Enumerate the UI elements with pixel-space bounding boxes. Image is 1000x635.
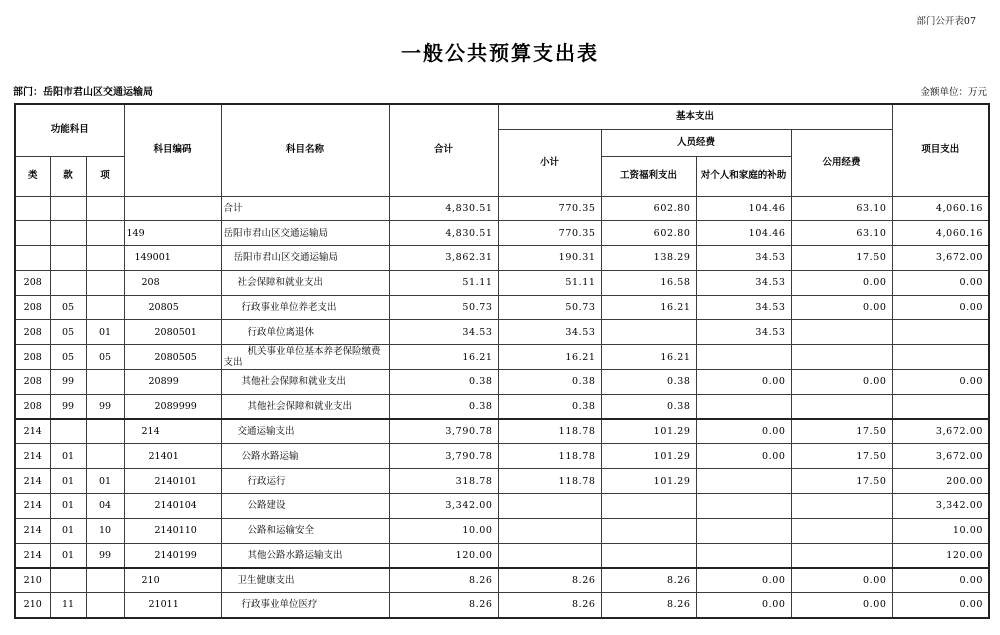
cell-subtotal <box>498 494 601 519</box>
cell-total: 0.38 <box>389 370 498 395</box>
cell-family <box>696 494 791 519</box>
cell-class: 210 <box>15 593 50 618</box>
cell-wages <box>601 494 696 519</box>
cell-family: 34.53 <box>696 270 791 295</box>
cell-subtotal: 0.38 <box>498 394 601 419</box>
cell-wages: 16.21 <box>601 345 696 370</box>
cell-public <box>791 320 892 345</box>
cell-code: 2140101 <box>124 469 221 494</box>
cell-class: 214 <box>15 419 50 444</box>
cell-section: 99 <box>50 370 86 395</box>
cell-project: 120.00 <box>892 543 989 568</box>
header-item: 项 <box>86 156 124 196</box>
cell-wages: 101.29 <box>601 419 696 444</box>
cell-name: 卫生健康支出 <box>221 568 389 593</box>
cell-public <box>791 518 892 543</box>
amount-unit-label: 金额单位：万元 <box>920 87 987 98</box>
cell-subtotal: 190.31 <box>498 246 601 271</box>
header-total: 合计 <box>389 104 498 196</box>
cell-section <box>50 196 86 221</box>
header-class: 类 <box>15 156 50 196</box>
table-row <box>15 568 989 593</box>
cell-subtotal: 16.21 <box>498 345 601 370</box>
cell-public: 63.10 <box>791 221 892 246</box>
cell-project: 200.00 <box>892 469 989 494</box>
cell-item <box>86 568 124 593</box>
cell-total: 0.38 <box>389 394 498 419</box>
header-project-expenditure: 项目支出 <box>892 104 989 196</box>
cell-code: 208 <box>124 270 221 295</box>
cell-section: 01 <box>50 518 86 543</box>
cell-project <box>892 345 989 370</box>
cell-item <box>86 270 124 295</box>
cell-project: 0.00 <box>892 295 989 320</box>
cell-code: 21401 <box>124 444 221 469</box>
table-row <box>15 221 989 246</box>
cell-public: 0.00 <box>791 370 892 395</box>
cell-name: 行政事业单位医疗 <box>221 593 389 618</box>
cell-item: 99 <box>86 543 124 568</box>
cell-name: 机关事业单位基本养老保险缴费支出 <box>221 345 389 370</box>
cell-subtotal: 0.38 <box>498 370 601 395</box>
cell-name: 公路和运输安全 <box>221 518 389 543</box>
cell-wages: 0.38 <box>601 394 696 419</box>
cell-class: 214 <box>15 444 50 469</box>
cell-family <box>696 543 791 568</box>
cell-item <box>86 444 124 469</box>
cell-subtotal <box>498 518 601 543</box>
cell-subtotal: 8.26 <box>498 568 601 593</box>
table-row <box>15 196 989 221</box>
cell-class: 208 <box>15 295 50 320</box>
cell-family: 104.46 <box>696 196 791 221</box>
cell-item: 01 <box>86 320 124 345</box>
cell-subtotal: 51.11 <box>498 270 601 295</box>
cell-project: 3,672.00 <box>892 419 989 444</box>
cell-section: 01 <box>50 444 86 469</box>
cell-name: 行政单位离退休 <box>221 320 389 345</box>
table-row <box>15 320 989 345</box>
cell-total: 3,862.31 <box>389 246 498 271</box>
cell-public <box>791 394 892 419</box>
cell-wages: 101.29 <box>601 469 696 494</box>
cell-project <box>892 320 989 345</box>
cell-item <box>86 419 124 444</box>
cell-class <box>15 246 50 271</box>
cell-name: 其他社会保障和就业支出 <box>221 370 389 395</box>
cell-total: 8.26 <box>389 568 498 593</box>
cell-family <box>696 469 791 494</box>
cell-subtotal: 118.78 <box>498 469 601 494</box>
cell-family: 0.00 <box>696 444 791 469</box>
cell-public <box>791 494 892 519</box>
table-row <box>15 444 989 469</box>
table-row <box>15 370 989 395</box>
cell-code: 2080505 <box>124 345 221 370</box>
table-row <box>15 469 989 494</box>
cell-item <box>86 370 124 395</box>
cell-family: 34.53 <box>696 246 791 271</box>
cell-total: 3,790.78 <box>389 419 498 444</box>
header-public-funds: 公用经费 <box>791 129 892 196</box>
cell-family: 0.00 <box>696 370 791 395</box>
cell-code <box>124 196 221 221</box>
cell-item: 01 <box>86 469 124 494</box>
cell-public: 0.00 <box>791 270 892 295</box>
budget-table <box>14 103 990 619</box>
cell-public <box>791 345 892 370</box>
cell-section: 05 <box>50 320 86 345</box>
cell-name: 岳阳市君山区交通运输局 <box>221 221 389 246</box>
cell-section: 05 <box>50 345 86 370</box>
cell-subtotal: 34.53 <box>498 320 601 345</box>
cell-name: 其他公路水路运输支出 <box>221 543 389 568</box>
cell-family <box>696 518 791 543</box>
cell-item <box>86 221 124 246</box>
cell-item: 04 <box>86 494 124 519</box>
cell-wages: 8.26 <box>601 568 696 593</box>
cell-class: 208 <box>15 394 50 419</box>
cell-project: 3,342.00 <box>892 494 989 519</box>
cell-section: 01 <box>50 543 86 568</box>
table-header <box>15 104 989 196</box>
cell-total: 50.73 <box>389 295 498 320</box>
cell-item <box>86 593 124 618</box>
cell-class: 214 <box>15 543 50 568</box>
cell-code: 2140104 <box>124 494 221 519</box>
cell-name: 公路建设 <box>221 494 389 519</box>
cell-code: 149001 <box>124 246 221 271</box>
cell-code: 20805 <box>124 295 221 320</box>
cell-subtotal: 118.78 <box>498 444 601 469</box>
cell-code: 20899 <box>124 370 221 395</box>
table-row <box>15 394 989 419</box>
cell-class <box>15 221 50 246</box>
cell-name: 交通运输支出 <box>221 419 389 444</box>
header-family-subsidy: 对个人和家庭的补助 <box>696 156 791 196</box>
cell-subtotal: 770.35 <box>498 196 601 221</box>
cell-family: 34.53 <box>696 320 791 345</box>
cell-code: 214 <box>124 419 221 444</box>
cell-name: 公路水路运输 <box>221 444 389 469</box>
cell-family: 0.00 <box>696 568 791 593</box>
cell-wages: 101.29 <box>601 444 696 469</box>
cell-item: 99 <box>86 394 124 419</box>
cell-family <box>696 345 791 370</box>
cell-total: 34.53 <box>389 320 498 345</box>
cell-project: 3,672.00 <box>892 444 989 469</box>
cell-wages: 0.38 <box>601 370 696 395</box>
cell-item <box>86 246 124 271</box>
doc-ref-label: 部门公开表07 <box>916 16 976 27</box>
cell-wages: 602.80 <box>601 196 696 221</box>
cell-class: 208 <box>15 270 50 295</box>
cell-public: 63.10 <box>791 196 892 221</box>
cell-family <box>696 394 791 419</box>
cell-section: 01 <box>50 494 86 519</box>
cell-total: 3,790.78 <box>389 444 498 469</box>
header-basic-expenditure: 基本支出 <box>498 104 892 129</box>
cell-code: 149 <box>124 221 221 246</box>
cell-project: 3,672.00 <box>892 246 989 271</box>
cell-total: 8.26 <box>389 593 498 618</box>
cell-total: 4,830.51 <box>389 196 498 221</box>
cell-wages <box>601 518 696 543</box>
cell-family: 0.00 <box>696 593 791 618</box>
table-row <box>15 518 989 543</box>
cell-name: 行政事业单位养老支出 <box>221 295 389 320</box>
table-row <box>15 419 989 444</box>
cell-section <box>50 419 86 444</box>
cell-family: 0.00 <box>696 419 791 444</box>
cell-wages: 16.58 <box>601 270 696 295</box>
cell-class: 208 <box>15 320 50 345</box>
table-row <box>15 246 989 271</box>
cell-subtotal: 770.35 <box>498 221 601 246</box>
cell-name: 社会保障和就业支出 <box>221 270 389 295</box>
cell-public: 0.00 <box>791 593 892 618</box>
cell-total: 10.00 <box>389 518 498 543</box>
cell-project: 4,060.16 <box>892 221 989 246</box>
cell-code: 2140110 <box>124 518 221 543</box>
header-functional-subject: 功能科目 <box>15 104 124 156</box>
cell-project: 0.00 <box>892 568 989 593</box>
cell-wages <box>601 320 696 345</box>
cell-class: 214 <box>15 518 50 543</box>
department-label: 部门：岳阳市君山区交通运输局 <box>13 87 153 98</box>
cell-class: 208 <box>15 370 50 395</box>
cell-total: 16.21 <box>389 345 498 370</box>
cell-public: 17.50 <box>791 419 892 444</box>
cell-public: 17.50 <box>791 246 892 271</box>
cell-name: 行政运行 <box>221 469 389 494</box>
cell-code: 2089999 <box>124 394 221 419</box>
cell-wages: 138.29 <box>601 246 696 271</box>
cell-item <box>86 295 124 320</box>
header-personnel-funds: 人员经费 <box>601 129 791 156</box>
cell-subtotal: 8.26 <box>498 593 601 618</box>
cell-subtotal: 50.73 <box>498 295 601 320</box>
cell-item: 05 <box>86 345 124 370</box>
cell-class <box>15 196 50 221</box>
cell-wages: 16.21 <box>601 295 696 320</box>
cell-family: 34.53 <box>696 295 791 320</box>
cell-wages: 602.80 <box>601 221 696 246</box>
cell-code: 2080501 <box>124 320 221 345</box>
cell-code: 21011 <box>124 593 221 618</box>
cell-project: 0.00 <box>892 270 989 295</box>
table-row <box>15 295 989 320</box>
cell-code: 2140199 <box>124 543 221 568</box>
header-section: 款 <box>50 156 86 196</box>
cell-project <box>892 394 989 419</box>
cell-project: 0.00 <box>892 593 989 618</box>
table-row <box>15 494 989 519</box>
header-wages-welfare: 工资福利支出 <box>601 156 696 196</box>
table-row <box>15 270 989 295</box>
cell-name: 合计 <box>221 196 389 221</box>
cell-class: 214 <box>15 469 50 494</box>
cell-total: 51.11 <box>389 270 498 295</box>
cell-name: 其他社会保障和就业支出 <box>221 394 389 419</box>
cell-subtotal <box>498 543 601 568</box>
cell-family: 104.46 <box>696 221 791 246</box>
cell-public <box>791 543 892 568</box>
cell-class: 214 <box>15 494 50 519</box>
cell-section: 99 <box>50 394 86 419</box>
cell-project: 0.00 <box>892 370 989 395</box>
page-title: 一般公共预算支出表 <box>401 41 599 65</box>
cell-total: 120.00 <box>389 543 498 568</box>
cell-name: 岳阳市君山区交通运输局 <box>221 246 389 271</box>
cell-section <box>50 270 86 295</box>
cell-public: 0.00 <box>791 295 892 320</box>
cell-project: 10.00 <box>892 518 989 543</box>
cell-project: 4,060.16 <box>892 196 989 221</box>
table-row <box>15 593 989 618</box>
cell-section <box>50 246 86 271</box>
cell-section: 05 <box>50 295 86 320</box>
cell-total: 3,342.00 <box>389 494 498 519</box>
cell-section: 11 <box>50 593 86 618</box>
cell-code: 210 <box>124 568 221 593</box>
cell-item <box>86 196 124 221</box>
table-body <box>15 196 989 618</box>
header-subject-code: 科目编码 <box>124 104 221 196</box>
cell-section <box>50 568 86 593</box>
cell-section <box>50 221 86 246</box>
cell-public: 0.00 <box>791 568 892 593</box>
table-row <box>15 543 989 568</box>
cell-wages <box>601 543 696 568</box>
cell-class: 210 <box>15 568 50 593</box>
cell-section: 01 <box>50 469 86 494</box>
cell-public: 17.50 <box>791 469 892 494</box>
cell-subtotal: 118.78 <box>498 419 601 444</box>
cell-wages: 8.26 <box>601 593 696 618</box>
table-row <box>15 345 989 370</box>
cell-total: 318.78 <box>389 469 498 494</box>
cell-public: 17.50 <box>791 444 892 469</box>
cell-class: 208 <box>15 345 50 370</box>
header-subject-name: 科目名称 <box>221 104 389 196</box>
cell-total: 4,830.51 <box>389 221 498 246</box>
cell-item: 10 <box>86 518 124 543</box>
header-subtotal: 小计 <box>498 129 601 196</box>
